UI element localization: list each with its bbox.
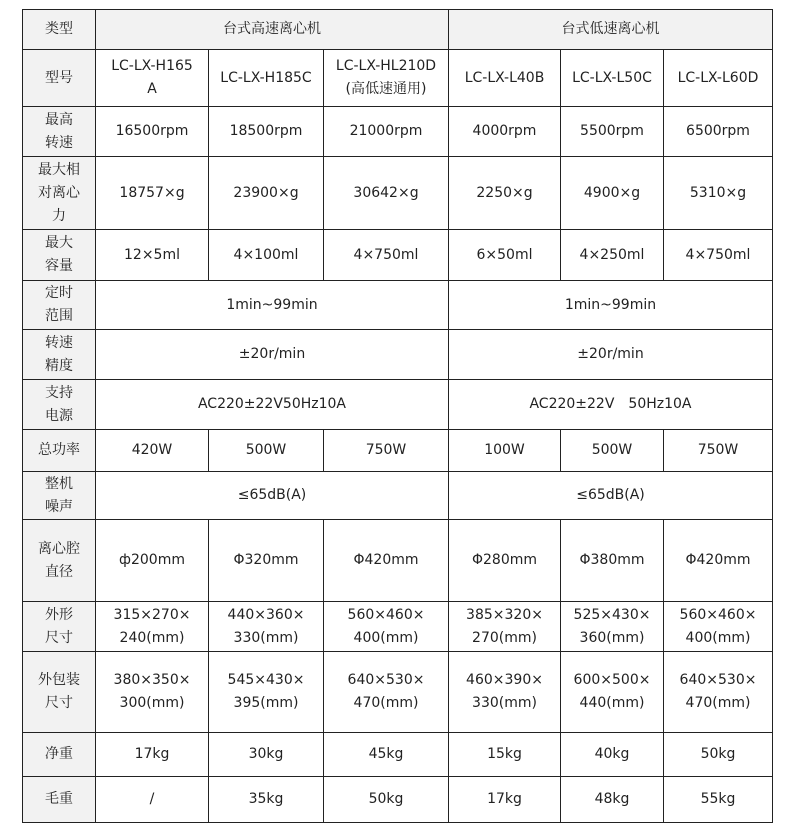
speed-accuracy-row <box>23 330 773 380</box>
chamber-diameter-cell: Φ280mm <box>449 520 561 602</box>
chamber-diameter-cell: ф200mm <box>96 520 209 602</box>
package-size-cell: 380×350× 300(mm) <box>96 652 209 733</box>
max-speed-cell: 4000rpm <box>449 107 561 157</box>
max-rcf-cell: 2250×g <box>449 157 561 230</box>
package-size-cell: 460×390× 330(mm) <box>449 652 561 733</box>
total-power-row <box>23 430 773 472</box>
gross-weight-cell: 55kg <box>664 777 773 823</box>
gross-weight-cell: 48kg <box>561 777 664 823</box>
max-speed-cell: 21000rpm <box>324 107 449 157</box>
timer-range-row <box>23 281 773 330</box>
dimensions-label: 外形 尺寸 <box>23 602 96 652</box>
group-low-speed-header: 台式低速离心机 <box>449 10 773 50</box>
dimensions-cell: 560×460× 400(mm) <box>664 602 773 652</box>
gross-weight-cell: 17kg <box>449 777 561 823</box>
model-cell: LC-LX-L60D <box>664 50 773 107</box>
max-rcf-cell: 23900×g <box>209 157 324 230</box>
model-row <box>23 50 773 107</box>
model-cell: LC-LX-HL210D (高低速通用) <box>324 50 449 107</box>
header-row <box>23 10 773 50</box>
chamber-diameter-cell: Φ420mm <box>324 520 449 602</box>
centrifuge-spec-table <box>22 9 773 823</box>
max-rcf-cell: 30642×g <box>324 157 449 230</box>
noise-label: 整机 噪声 <box>23 472 96 520</box>
noise-high: ≤65dB(A) <box>96 472 449 520</box>
package-size-cell: 640×530× 470(mm) <box>664 652 773 733</box>
max-rcf-cell: 18757×g <box>96 157 209 230</box>
group-high-speed-header: 台式高速离心机 <box>96 10 449 50</box>
gross-weight-cell: / <box>96 777 209 823</box>
max-capacity-cell: 4×250ml <box>561 230 664 281</box>
max-capacity-cell: 12×5ml <box>96 230 209 281</box>
timer-range-high: 1min~99min <box>96 281 449 330</box>
net-weight-cell: 50kg <box>664 733 773 777</box>
dimensions-row <box>23 602 773 652</box>
total-power-cell: 750W <box>664 430 773 472</box>
dimensions-cell: 560×460× 400(mm) <box>324 602 449 652</box>
speed-accuracy-label: 转速 精度 <box>23 330 96 380</box>
power-supply-low: AC220±22V 50Hz10A <box>449 380 773 430</box>
model-cell: LC-LX-H185C <box>209 50 324 107</box>
dimensions-cell: 525×430× 360(mm) <box>561 602 664 652</box>
model-cell: LC-LX-H165 A <box>96 50 209 107</box>
gross-weight-label: 毛重 <box>23 777 96 823</box>
package-size-row <box>23 652 773 733</box>
model-cell: LC-LX-L50C <box>561 50 664 107</box>
chamber-diameter-row <box>23 520 773 602</box>
model-cell: LC-LX-L40B <box>449 50 561 107</box>
max-speed-row <box>23 107 773 157</box>
total-power-cell: 500W <box>209 430 324 472</box>
max-capacity-row <box>23 230 773 281</box>
max-capacity-cell: 4×100ml <box>209 230 324 281</box>
model-label: 型号 <box>23 50 96 107</box>
chamber-diameter-cell: Φ320mm <box>209 520 324 602</box>
chamber-diameter-label: 离心腔 直径 <box>23 520 96 602</box>
gross-weight-cell: 35kg <box>209 777 324 823</box>
package-size-cell: 640×530× 470(mm) <box>324 652 449 733</box>
max-rcf-cell: 4900×g <box>561 157 664 230</box>
timer-range-low: 1min~99min <box>449 281 773 330</box>
max-capacity-cell: 6×50ml <box>449 230 561 281</box>
power-supply-high: AC220±22V50Hz10A <box>96 380 449 430</box>
net-weight-cell: 30kg <box>209 733 324 777</box>
max-rcf-cell: 5310×g <box>664 157 773 230</box>
type-header-label: 类型 <box>23 10 96 50</box>
gross-weight-row <box>23 777 773 823</box>
spec-table-wrapper <box>22 9 773 823</box>
max-speed-cell: 18500rpm <box>209 107 324 157</box>
max-rcf-row <box>23 157 773 230</box>
max-speed-cell: 16500rpm <box>96 107 209 157</box>
total-power-cell: 750W <box>324 430 449 472</box>
total-power-cell: 100W <box>449 430 561 472</box>
max-capacity-cell: 4×750ml <box>324 230 449 281</box>
net-weight-cell: 17kg <box>96 733 209 777</box>
speed-accuracy-high: ±20r/min <box>96 330 449 380</box>
total-power-label: 总功率 <box>23 430 96 472</box>
package-size-cell: 545×430× 395(mm) <box>209 652 324 733</box>
timer-range-label: 定时 范围 <box>23 281 96 330</box>
net-weight-row <box>23 733 773 777</box>
chamber-diameter-cell: Φ420mm <box>664 520 773 602</box>
net-weight-cell: 45kg <box>324 733 449 777</box>
dimensions-cell: 385×320× 270(mm) <box>449 602 561 652</box>
max-speed-cell: 5500rpm <box>561 107 664 157</box>
net-weight-label: 净重 <box>23 733 96 777</box>
speed-accuracy-low: ±20r/min <box>449 330 773 380</box>
gross-weight-cell: 50kg <box>324 777 449 823</box>
net-weight-cell: 40kg <box>561 733 664 777</box>
total-power-cell: 500W <box>561 430 664 472</box>
max-capacity-label: 最大 容量 <box>23 230 96 281</box>
max-capacity-cell: 4×750ml <box>664 230 773 281</box>
max-speed-cell: 6500rpm <box>664 107 773 157</box>
noise-row <box>23 472 773 520</box>
dimensions-cell: 440×360× 330(mm) <box>209 602 324 652</box>
net-weight-cell: 15kg <box>449 733 561 777</box>
package-size-cell: 600×500× 440(mm) <box>561 652 664 733</box>
power-supply-label: 支持 电源 <box>23 380 96 430</box>
package-size-label: 外包装 尺寸 <box>23 652 96 733</box>
noise-low: ≤65dB(A) <box>449 472 773 520</box>
chamber-diameter-cell: Φ380mm <box>561 520 664 602</box>
dimensions-cell: 315×270× 240(mm) <box>96 602 209 652</box>
power-supply-row <box>23 380 773 430</box>
max-rcf-label: 最大相 对离心 力 <box>23 157 96 230</box>
max-speed-label: 最高 转速 <box>23 107 96 157</box>
total-power-cell: 420W <box>96 430 209 472</box>
